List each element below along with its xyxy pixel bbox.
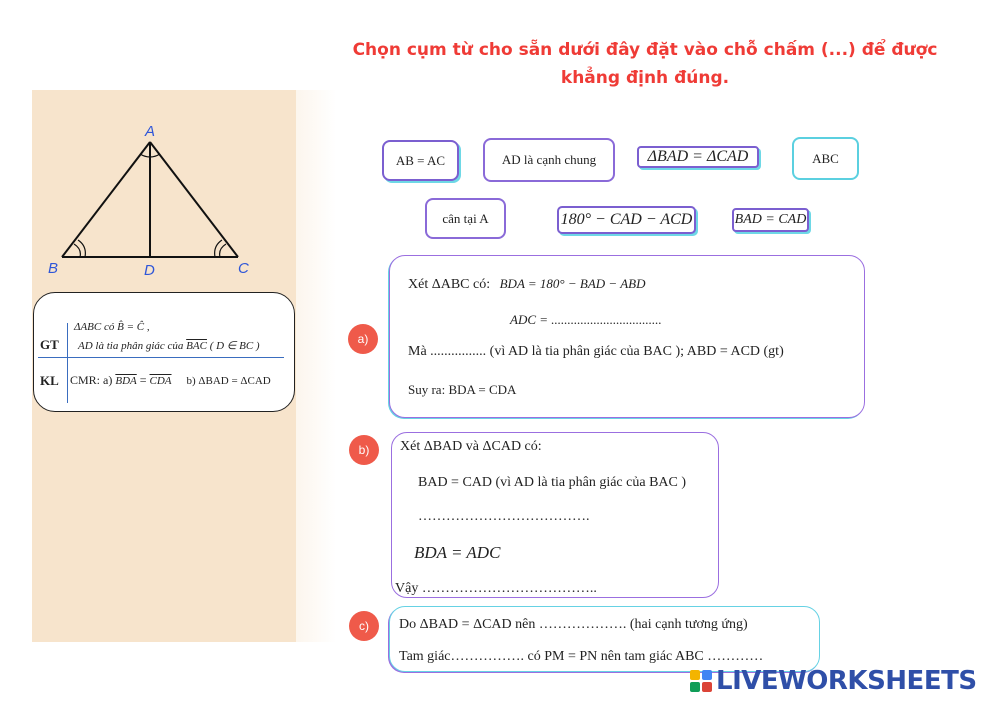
logo-square-1	[690, 670, 700, 680]
part-b-line-5[interactable]: Vậy ………………………………..	[395, 581, 597, 596]
card-part-c	[389, 606, 820, 672]
hypothesis-conclusion-box	[33, 292, 295, 412]
badge-a: a)	[348, 324, 378, 354]
badge-b: b)	[349, 435, 379, 465]
logo-square-2	[702, 670, 712, 680]
part-b-line-4: BDA = ADC	[414, 543, 501, 562]
kl-prefix: CMR: a)	[70, 373, 113, 387]
kl-b: b) ΔBAD = ΔCAD	[186, 375, 271, 387]
part-c-line-1[interactable]: Do ΔBAD = ΔCAD nên ………………. (hai cạnh tương ứng)	[399, 617, 748, 632]
part-a-line-2[interactable]: ADC = ..................................	[510, 312, 662, 327]
gt-line-2	[78, 339, 260, 352]
brand-name: LIVEWORKSHEETS	[716, 666, 977, 696]
gt-line-2-suffix: ( D ∈ BC )	[209, 340, 260, 352]
logo-mark-icon	[690, 670, 712, 692]
part-c-line-2[interactable]: Tam giác……………. có PM = PN nên tam giác ABC …………	[399, 649, 764, 664]
logo-square-3	[690, 682, 700, 692]
gt-divider-horizontal	[38, 357, 284, 358]
panel-fade	[296, 90, 336, 642]
part-a-line-1	[408, 276, 645, 293]
gt-divider-vertical	[67, 323, 68, 403]
badge-c: c)	[349, 611, 379, 641]
logo-square-4	[702, 682, 712, 692]
card-part-b	[391, 432, 719, 598]
chip-abc[interactable]: ABC	[792, 137, 859, 180]
card-part-a	[389, 255, 865, 418]
triangle-figure	[40, 118, 270, 288]
kl-label: KL	[40, 373, 59, 388]
gt-line-1: ΔABC có B̂ = Ĉ ,	[74, 321, 150, 333]
liveworksheets-logo	[690, 664, 990, 698]
kl-a-left: $\overline{BDA}$	[115, 375, 137, 387]
chip-isosceles-at-a[interactable]: cân tại A	[425, 198, 506, 239]
chip-triangles-congruent[interactable]: ΔBAD = ΔCAD	[637, 146, 759, 168]
kl-line	[70, 373, 271, 388]
kl-a-eq: =	[139, 373, 147, 387]
part-b-line-1: Xét ΔBAD và ΔCAD có:	[400, 439, 542, 454]
gt-line-2-prefix: AD là tia phân giác của	[78, 340, 184, 352]
chip-ad-common-side[interactable]: AD là cạnh chung	[483, 138, 615, 182]
vertex-c-label: C	[238, 260, 249, 277]
kl-a-right: $\overline{CDA}$	[149, 375, 172, 387]
gt-label: GT	[40, 337, 59, 352]
page-title: Chọn cụm từ cho sẵn dưới đây đặt vào chỗ chấm (...) để được khẳng định đúng.	[352, 40, 938, 88]
vertex-b-label: B	[48, 260, 59, 277]
vertex-d-label: D	[144, 262, 155, 279]
part-b-line-2: BAD = CAD (vì AD là tia phân giác của BAC )	[418, 475, 687, 490]
part-a-line-4: Suy ra: BDA = CDA	[408, 382, 517, 397]
part-a-line-3[interactable]: Mà ................ (vì AD là tia phân giác của BAC ); ABD = ACD (gt)	[408, 344, 784, 359]
gt-line-2-angle: $\overline{BAC}$	[186, 340, 207, 352]
chip-ab-equals-ac[interactable]: AB = AC	[382, 140, 459, 181]
part-b-line-3[interactable]: ……………………………….	[418, 509, 590, 524]
chip-180-minus-angles[interactable]: 180° − CAD − ACD	[557, 206, 696, 234]
vertex-a-label: A	[145, 123, 156, 140]
part-a-l1-formula: BDA = 180° − BAD − ABD	[499, 276, 646, 291]
part-a-l1-prefix: Xét ΔABC có:	[408, 277, 491, 292]
chip-angle-bad-equals-cad[interactable]: BAD = CAD	[732, 208, 809, 232]
